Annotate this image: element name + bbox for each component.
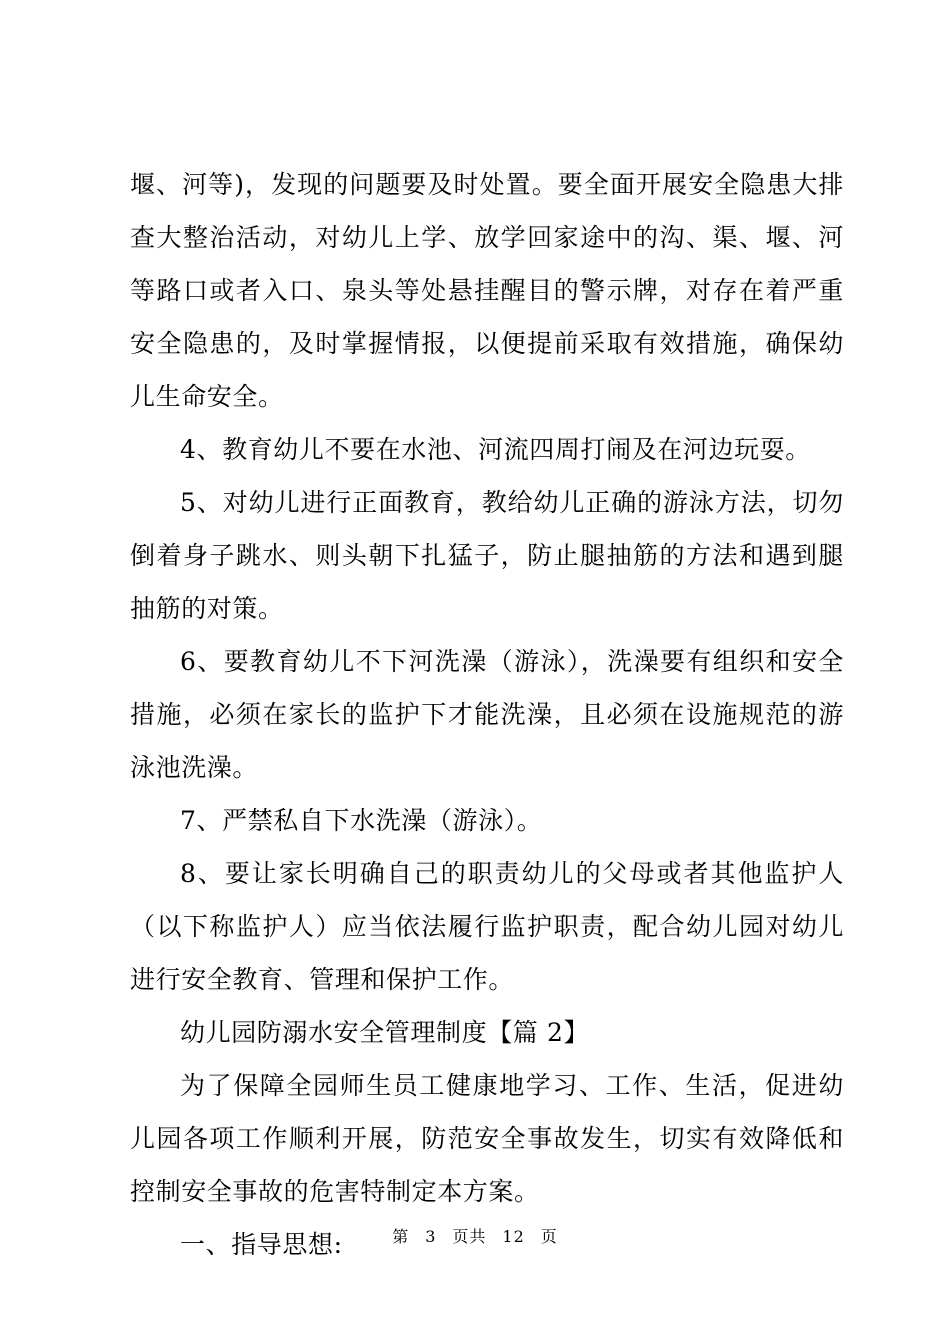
footer-total-pages: 12 <box>502 1227 525 1246</box>
paragraph-item-5: 5、对幼儿进行正面教育，教给幼儿正确的游泳方法，切勿倒着身子跳水、则头朝下扎猛子，防止腿抽筋的方法和遇到腿抽筋的对策。 <box>130 488 844 623</box>
document-body <box>130 158 844 1271</box>
paragraph-item-8: 8、要让家长明确自己的职责幼儿的父母或者其他监护人（以下称监护人）应当依法履行监护职责，配合幼儿园对幼儿进行安全教育、管理和保护工作。 <box>130 859 844 994</box>
footer-current-page: 3 <box>425 1227 437 1246</box>
footer-suffix: 页 <box>540 1227 558 1246</box>
paragraph-continuation: 堰、河等)，发现的问题要及时处置。要全面开展安全隐患大排查大整治活动，对幼儿上学、放学回家途中的沟、渠、堰、河等路口或者入口、泉头等处悬挂醒目的警示牌，对存在着严重安全隐患的，及时掌握情报，以便提前采取有效措施，确保幼儿生命安全。 <box>130 170 844 411</box>
footer-prefix: 第 <box>392 1227 410 1246</box>
paragraph-item-7: 7、严禁私自下水洗澡（游泳）。 <box>180 806 543 835</box>
footer-middle: 页共 <box>452 1227 487 1246</box>
page-footer <box>0 1225 950 1249</box>
paragraph-item-4: 4、教育幼儿不要在水池、河流四周打闹及在河边玩耍。 <box>180 435 811 464</box>
paragraph-intro: 为了保障全园师生员工健康地学习、工作、生活，促进幼儿园各项工作顺利开展，防范安全事故发生，切实有效降低和控制安全事故的危害特制定本方案。 <box>130 1071 844 1206</box>
paragraph-item-6: 6、要教育幼儿不下河洗澡（游泳），洗澡要有组织和安全措施，必须在家长的监护下才能洗澡，且必须在设施规范的游泳池洗澡。 <box>130 647 844 782</box>
subheading-guiding-ideology: 一、指导思想: <box>180 1230 343 1259</box>
section-heading: 幼儿园防溺水安全管理制度【篇 2】 <box>180 1018 590 1047</box>
